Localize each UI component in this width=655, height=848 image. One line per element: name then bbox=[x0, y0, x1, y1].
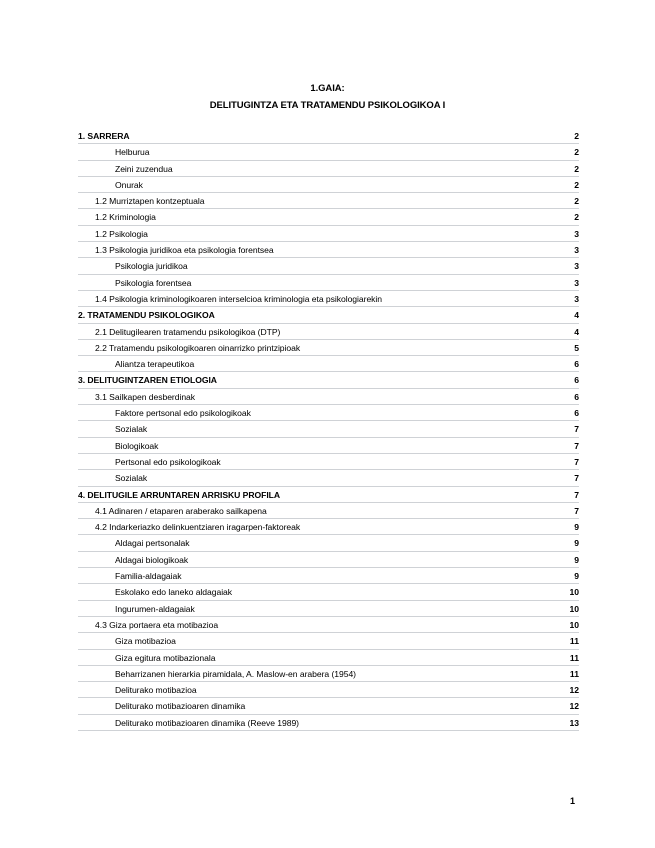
toc-entry[interactable] bbox=[78, 405, 579, 421]
toc-entry-page: 6 bbox=[574, 408, 579, 419]
toc-entry-page: 3 bbox=[574, 245, 579, 256]
toc-entry-page: 3 bbox=[574, 261, 579, 272]
toc-entry-page: 2 bbox=[574, 196, 579, 207]
toc-entry-label: Aliantza terapeutikoa bbox=[115, 359, 195, 370]
toc-entry-page: 2 bbox=[574, 131, 579, 141]
toc-entry-page: 3 bbox=[574, 293, 579, 304]
toc-entry-page: 9 bbox=[574, 522, 579, 533]
toc-entry-label: Faktore pertsonal edo psikologikoak bbox=[115, 408, 251, 419]
toc-entry-label: Biologikoak bbox=[115, 440, 159, 451]
toc-entry-page: 7 bbox=[574, 424, 579, 435]
toc-entry-label: Deliturako motibazioaren dinamika bbox=[115, 701, 246, 712]
toc-entry-page: 3 bbox=[574, 277, 579, 288]
toc-entry-page: 9 bbox=[574, 538, 579, 549]
toc-entry-page: 7 bbox=[574, 456, 579, 467]
toc-entry-label: 1.3 Psikologia juridikoa eta psikologia forentsea bbox=[95, 245, 274, 256]
toc-entry-label: 4.1 Adinaren / etaparen araberako sailkapena bbox=[95, 505, 267, 516]
toc-entry-page: 4 bbox=[574, 310, 579, 321]
toc-entry[interactable] bbox=[78, 128, 579, 144]
toc-entry[interactable] bbox=[78, 144, 579, 160]
toc-entry-label: Pertsonal edo psikologikoak bbox=[115, 456, 221, 467]
toc-entry[interactable] bbox=[78, 372, 579, 388]
toc-entry[interactable] bbox=[78, 650, 579, 666]
toc-entry[interactable] bbox=[78, 633, 579, 649]
toc-entry-page: 2 bbox=[574, 212, 579, 223]
toc-entry-label: Beharrizanen hierarkia piramidala, A. Maslow-en arabera (1954) bbox=[115, 668, 356, 679]
toc-entry-label: Aldagai pertsonalak bbox=[115, 538, 190, 549]
toc-entry-page: 7 bbox=[574, 505, 579, 516]
toc-entry[interactable] bbox=[78, 487, 579, 503]
toc-entry-label: 4.2 Indarkeriazko delinkuentziaren iragarpen-faktoreak bbox=[95, 522, 301, 533]
toc-entry-label: 2.1 Delitugilearen tratamendu psikologikoa (DTP) bbox=[95, 326, 281, 337]
toc-entry[interactable] bbox=[78, 568, 579, 584]
toc-entry[interactable] bbox=[78, 552, 579, 568]
toc-entry-label: Sozialak bbox=[115, 473, 148, 484]
toc-entry-label: 1. SARRERA bbox=[78, 131, 130, 141]
toc-entry[interactable] bbox=[78, 193, 579, 209]
toc-entry-label: 3.1 Sailkapen desberdinak bbox=[95, 391, 196, 402]
toc-entry-page: 12 bbox=[569, 685, 579, 696]
toc-entry[interactable] bbox=[78, 438, 579, 454]
toc-entry-label: Onurak bbox=[115, 179, 143, 190]
toc-entry[interactable] bbox=[78, 389, 579, 405]
toc-entry-page: 6 bbox=[574, 359, 579, 370]
toc-entry-page: 7 bbox=[574, 489, 579, 500]
toc-entry-page: 6 bbox=[574, 375, 579, 386]
toc-entry-page: 5 bbox=[574, 342, 579, 353]
toc-entry-label: 1.2 Murriztapen kontzeptuala bbox=[95, 196, 205, 207]
toc-entry-page: 3 bbox=[574, 228, 579, 239]
toc-entry-label: Giza egitura motibazionala bbox=[115, 652, 216, 663]
toc-entry-page: 9 bbox=[574, 571, 579, 582]
toc-entry-page: 13 bbox=[569, 717, 579, 728]
toc-entry-page: 11 bbox=[569, 636, 579, 647]
toc-entry-label: 1.2 Psikologia bbox=[95, 228, 148, 239]
toc-entry[interactable] bbox=[78, 503, 579, 519]
toc-entry-label: 4. DELITUGILE ARRUNTAREN ARRISKU PROFILA bbox=[78, 489, 281, 500]
toc-entry[interactable] bbox=[78, 356, 579, 372]
title-line-1: 1.GAIA: bbox=[310, 83, 345, 94]
toc-entry-label: Psikologia forentsea bbox=[115, 277, 192, 288]
toc-entry[interactable] bbox=[78, 324, 579, 340]
toc-entry-label: 2.2 Tratamendu psikologikoaren oinarrizko printzipioak bbox=[95, 342, 301, 353]
toc-entry[interactable] bbox=[78, 682, 579, 698]
toc-entry[interactable] bbox=[78, 454, 579, 470]
toc-entry[interactable] bbox=[78, 698, 579, 714]
toc-entry-page: 11 bbox=[569, 652, 579, 663]
toc-entry-page: 10 bbox=[569, 603, 579, 614]
table-of-contents bbox=[78, 128, 579, 731]
toc-entry[interactable] bbox=[78, 519, 579, 535]
toc-entry-label: Helburua bbox=[115, 147, 150, 158]
toc-entry-page: 11 bbox=[569, 668, 579, 679]
toc-entry[interactable] bbox=[78, 161, 579, 177]
toc-entry-label: Giza motibazioa bbox=[115, 636, 176, 647]
toc-entry-label: 3. DELITUGINTZAREN ETIOLOGIA bbox=[78, 375, 217, 386]
toc-entry[interactable] bbox=[78, 209, 579, 225]
toc-entry-label: Familia-aldagaiak bbox=[115, 571, 182, 582]
toc-entry[interactable] bbox=[78, 421, 579, 437]
toc-entry-label: Sozialak bbox=[115, 424, 148, 435]
toc-entry-label: 1.2 Kriminologia bbox=[95, 212, 156, 223]
toc-entry[interactable] bbox=[78, 307, 579, 323]
toc-entry[interactable] bbox=[78, 242, 579, 258]
toc-entry-label: Deliturako motibazioa bbox=[115, 685, 197, 696]
toc-entry[interactable] bbox=[78, 584, 579, 600]
toc-entry-label: 1.4 Psikologia kriminologikoaren interselcioa kriminologia eta psikologiarekin bbox=[95, 293, 383, 304]
toc-entry[interactable] bbox=[78, 617, 579, 633]
toc-entry[interactable] bbox=[78, 275, 579, 291]
toc-entry[interactable] bbox=[78, 258, 579, 274]
toc-entry-label: 2. TRATAMENDU PSIKOLOGIKOA bbox=[78, 310, 215, 321]
toc-entry-page: 2 bbox=[574, 179, 579, 190]
toc-entry[interactable] bbox=[78, 666, 579, 682]
toc-entry[interactable] bbox=[78, 177, 579, 193]
document-title bbox=[0, 80, 655, 114]
toc-entry-label: Deliturako motibazioaren dinamika (Reeve 1989) bbox=[115, 717, 299, 728]
toc-entry-page: 6 bbox=[574, 391, 579, 402]
toc-entry[interactable] bbox=[78, 340, 579, 356]
toc-entry[interactable] bbox=[78, 470, 579, 486]
toc-entry[interactable] bbox=[78, 601, 579, 617]
toc-entry-label: Ingurumen-aldagaiak bbox=[115, 603, 195, 614]
toc-entry-label: 4.3 Giza portaera eta motibazioa bbox=[95, 619, 219, 630]
toc-entry-page: 2 bbox=[574, 163, 579, 174]
toc-entry-page: 12 bbox=[569, 701, 579, 712]
toc-entry[interactable] bbox=[78, 226, 579, 242]
title-line-2: DELITUGINTZA ETA TRATAMENDU PSIKOLOGIKOA I bbox=[209, 100, 446, 111]
toc-entry-page: 10 bbox=[569, 587, 579, 598]
toc-entry-page: 4 bbox=[574, 326, 579, 337]
toc-entry-page: 7 bbox=[574, 473, 579, 484]
toc-entry-page: 9 bbox=[574, 554, 579, 565]
toc-entry-label: Eskolako edo laneko aldagaiak bbox=[115, 587, 233, 598]
toc-entry[interactable] bbox=[78, 535, 579, 551]
toc-entry-page: 10 bbox=[569, 619, 579, 630]
toc-entry-label: Zeini zuzendua bbox=[115, 163, 173, 174]
toc-entry-page: 7 bbox=[574, 440, 579, 451]
toc-entry-label: Aldagai biologikoak bbox=[115, 554, 189, 565]
toc-entry[interactable] bbox=[78, 715, 579, 731]
toc-entry-label: Psikologia juridikoa bbox=[115, 261, 188, 272]
toc-entry-page: 2 bbox=[574, 147, 579, 158]
toc-entry[interactable] bbox=[78, 291, 579, 307]
page-number: 1 bbox=[570, 796, 576, 806]
